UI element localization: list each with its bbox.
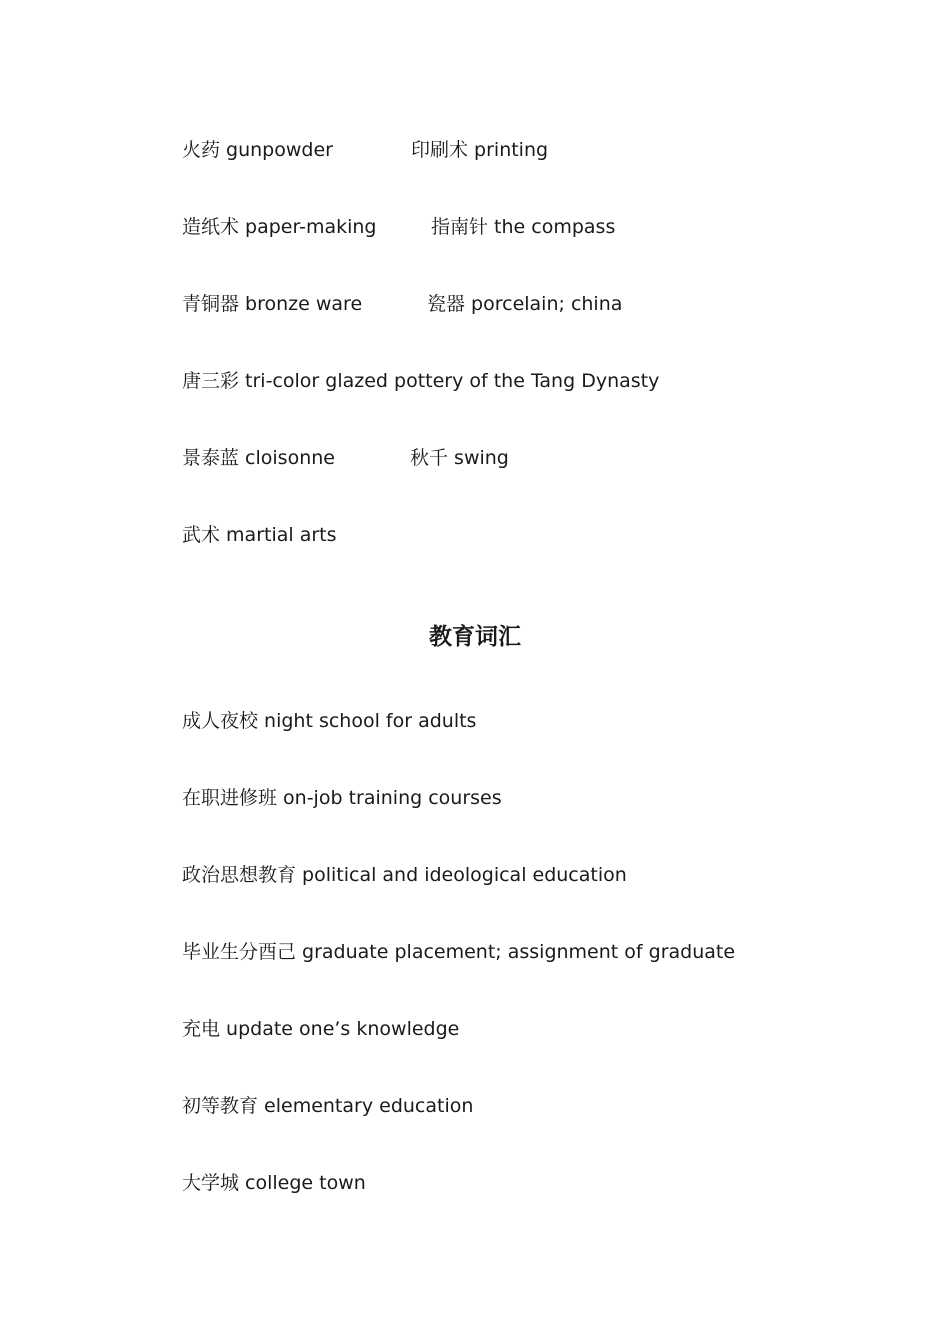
vocab-term: 大学城 college town [182,1172,366,1194]
vocab-term: 瓷器 porcelain; china [427,293,623,315]
vocab-term: 造纸术 paper-making [182,216,377,238]
vocab-term: 初等教育 elementary education [182,1095,474,1117]
vocab-term: 火药 gunpowder [182,139,333,161]
vocab-term: 印刷术 printing [411,139,549,161]
vocab-term: 政治思想教育 political and ideological education [182,864,627,886]
vocab-term: 秋千 swing [410,447,509,469]
section-heading: 教育词汇 [429,624,521,650]
vocab-term: 毕业生分酉己 graduate placement; assignment of graduate [182,941,736,963]
vocab-term: 武术 martial arts [182,524,337,546]
vocab-term: 充电 update one’s knowledge [182,1018,460,1040]
vocab-term: 在职进修班 on-job training courses [182,787,502,809]
vocab-term: 成人夜校 night school for adults [182,710,477,732]
vocab-term: 景泰蓝 cloisonne [182,447,335,469]
vocab-term: 青铜器 bronze ware [182,293,363,315]
vocab-term: 指南针 the compass [431,216,616,238]
vocab-term: 唐三彩 tri-color glazed pottery of the Tang Dynasty [182,370,660,392]
